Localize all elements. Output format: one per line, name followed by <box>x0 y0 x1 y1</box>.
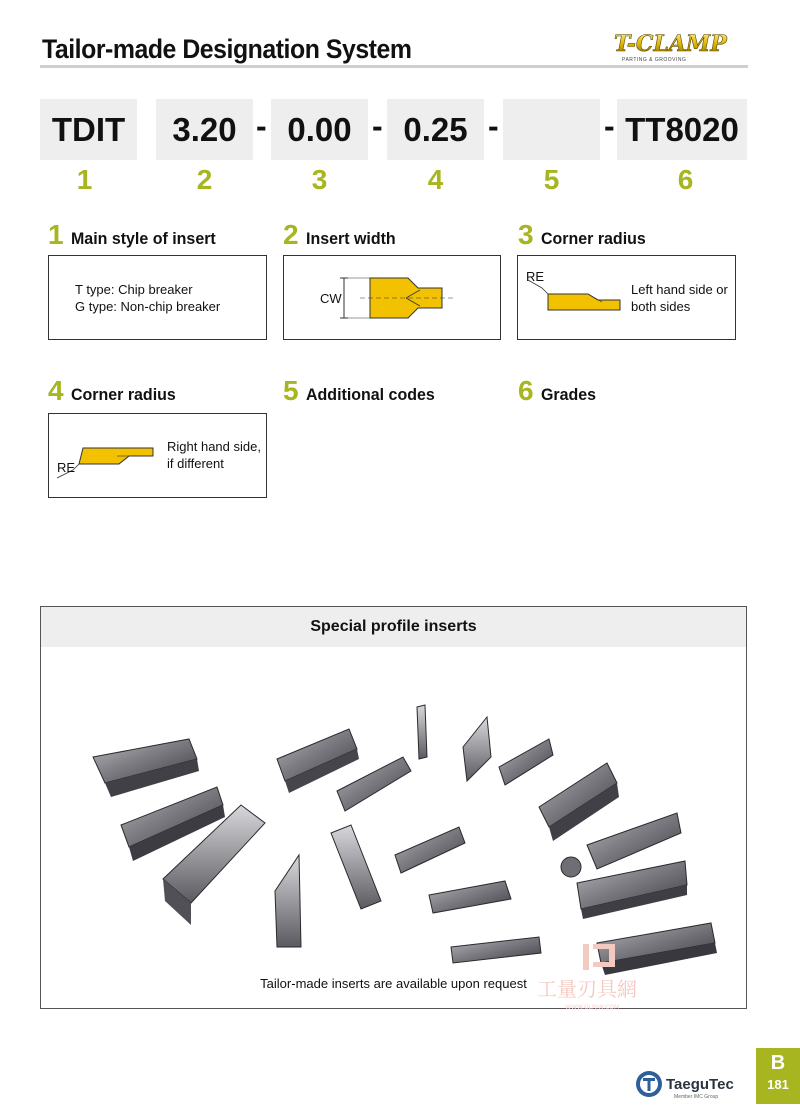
page-title: Tailor-made Designation System <box>42 34 412 64</box>
position-number-5: 5 <box>543 164 560 195</box>
position-number-1: 1 <box>76 164 93 195</box>
section-3-heading <box>518 219 652 251</box>
code-separator: - <box>372 108 383 144</box>
code-segment-6: TT8020 <box>617 99 747 160</box>
section-number: 4 <box>48 375 64 406</box>
code-segment-1: TDIT <box>40 99 137 160</box>
corner-radius-note: both sides <box>631 299 691 314</box>
svg-text:TaeguTec: TaeguTec <box>666 1076 734 1093</box>
code-separator: - <box>256 108 267 144</box>
insert-width-diagram <box>284 256 500 339</box>
code-segment-5 <box>503 99 600 160</box>
section-number: 2 <box>283 219 299 250</box>
corner-radius-right-box <box>48 413 267 498</box>
section-number: 5 <box>283 375 299 406</box>
corner-radius-note: Right hand side, <box>167 439 261 454</box>
title-divider <box>40 65 748 68</box>
svg-text:Member IMC Group: Member IMC Group <box>674 1094 719 1100</box>
insert-width-box <box>283 255 501 340</box>
cw-label: CW <box>320 291 342 306</box>
corner-radius-note: if different <box>167 456 224 471</box>
code-separator: - <box>488 108 499 144</box>
section-2-heading <box>283 219 401 251</box>
position-number-4: 4 <box>427 164 444 195</box>
insert-style-line: G type: Non-chip breaker <box>75 299 221 314</box>
section-4-heading <box>48 375 182 407</box>
section-title: Insert width <box>305 229 396 248</box>
section-number: 1 <box>48 219 64 250</box>
code-segment-3: 0.00 <box>271 99 368 160</box>
special-profile-title: Special profile inserts <box>41 607 746 647</box>
position-number-3: 3 <box>311 164 328 195</box>
code-segment-2: 3.20 <box>156 99 253 160</box>
section-number: 6 <box>518 375 534 406</box>
section-title: Additional codes <box>305 385 435 404</box>
svg-text:PARTING & GROOVING: PARTING & GROOVING <box>622 57 687 63</box>
watermark-logo <box>535 940 675 1012</box>
insert-style-box <box>48 255 267 340</box>
section-title: Grades <box>540 385 596 404</box>
page-tab <box>756 1048 800 1104</box>
re-label: RE <box>526 269 545 284</box>
section-letter: B <box>770 1052 786 1074</box>
section-6-heading <box>518 375 599 407</box>
svg-text:T-CLAMP: T-CLAMP <box>614 31 727 57</box>
svg-text:WWW.GLRJW.COM: WWW.GLRJW.COM <box>565 1004 620 1011</box>
t-clamp-logo <box>612 30 748 64</box>
insert-style-line: T type: Chip breaker <box>75 282 193 297</box>
re-label: RE <box>57 460 76 475</box>
corner-radius-note: Left hand side or <box>631 282 728 297</box>
position-number-2: 2 <box>196 164 213 195</box>
code-segment-4: 0.25 <box>387 99 484 160</box>
taegutec-logo <box>634 1068 744 1102</box>
code-separator: - <box>604 108 615 144</box>
special-profile-caption: Tailor-made inserts are available upon request <box>260 976 527 991</box>
svg-text:工量刃具網: 工量刃具網 <box>537 977 637 1001</box>
section-5-heading <box>283 375 443 407</box>
section-number: 3 <box>518 219 534 250</box>
position-number-6: 6 <box>677 164 694 195</box>
corner-radius-left-box <box>517 255 736 340</box>
page-number: 181 <box>767 1077 789 1092</box>
section-title: Corner radius <box>540 229 646 248</box>
section-1-heading <box>48 219 225 251</box>
section-title: Main style of insert <box>70 229 216 248</box>
section-title: Corner radius <box>70 385 176 404</box>
